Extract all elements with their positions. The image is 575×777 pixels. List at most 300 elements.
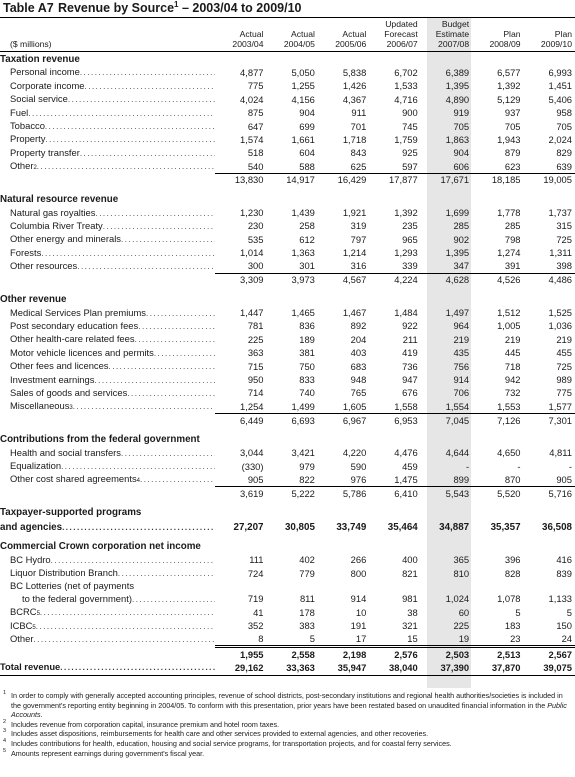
cell-value: 958 — [556, 107, 572, 119]
subtotal-value: 14,917 — [267, 174, 318, 188]
leader-dots — [138, 321, 215, 333]
cell-value: 1,465 — [291, 307, 315, 318]
cell-value: 219 — [504, 333, 521, 345]
column-header: 2007/08 — [421, 39, 472, 52]
cell-value: 902 — [453, 233, 470, 245]
row-label-text: Property transfer — [10, 146, 80, 158]
table-row — [0, 460, 575, 473]
table-row — [0, 133, 575, 146]
subtotal-value: 13,830 — [215, 174, 266, 188]
cell-value: 623 — [504, 160, 521, 172]
footnote-text: Includes contributions for health, education, housing and social service programs, for transportation projects, and for coastal ferry services. — [11, 738, 452, 748]
footnote — [3, 691, 571, 720]
cell-value: 225 — [247, 333, 264, 345]
cell-value: 4,890 — [445, 93, 470, 105]
taxpayer-total-value: 30,805 — [284, 521, 315, 533]
table-row — [0, 580, 575, 592]
cell-value: 363 — [247, 347, 264, 359]
cell-value: 4,811 — [549, 447, 572, 459]
cell-value: 219 — [453, 333, 470, 345]
cell-value: 914 — [453, 374, 470, 386]
row-label-text: Post secondary education fees — [10, 319, 139, 331]
cell-value: - — [466, 460, 470, 472]
cell-value: 715 — [247, 360, 264, 372]
subtotal-value: 17,671 — [421, 174, 472, 188]
taxpayer-total-label-text: and agencies — [0, 521, 63, 533]
row-label — [0, 347, 215, 360]
cell-value: 1,661 — [291, 133, 315, 145]
table-row — [0, 220, 575, 233]
footnote — [3, 720, 571, 730]
column-header: Estimate — [435, 29, 470, 39]
cell-value: 23 — [510, 633, 521, 645]
cell-value: 1,553 — [497, 400, 521, 412]
subtotal-value: 6,410 — [369, 487, 420, 501]
cell-value: 2,024 — [548, 133, 572, 145]
cell-value: 6,993 — [548, 66, 572, 78]
leader-dots — [45, 134, 215, 146]
column-header: Budget — [441, 19, 470, 29]
footnote-key: 2 — [3, 718, 7, 725]
table-row — [0, 567, 575, 580]
cell-value: 339 — [402, 260, 418, 272]
cell-value: 701 — [350, 120, 367, 132]
cell-value: 905 — [556, 473, 572, 485]
footnote-key: 5 — [3, 747, 7, 754]
cell-value: 4,024 — [240, 93, 264, 105]
table-row — [0, 347, 575, 360]
row-label-text: Liquor Distribution Branch — [10, 567, 118, 578]
footnote — [3, 729, 571, 739]
row-label-text: Other fees and licences — [10, 360, 109, 372]
cell-value: 904 — [453, 147, 470, 159]
cell-value: 676 — [402, 387, 418, 399]
cell-value: 17 — [355, 633, 367, 645]
row-label-text: Other resources — [10, 260, 78, 272]
leader-dots — [37, 161, 215, 173]
cell-value: 3,421 — [291, 447, 315, 459]
table-row — [0, 260, 575, 273]
cell-value: 899 — [453, 473, 470, 485]
row-label — [0, 107, 215, 120]
leader-dots — [85, 81, 216, 93]
table-row — [0, 554, 575, 567]
row-label: Miscellaneous 3 ..... — [0, 400, 215, 413]
taxpayer-total-value: 35,464 — [387, 521, 418, 533]
cell-value: 732 — [504, 387, 521, 399]
cell-value: 1,005 — [497, 320, 521, 332]
row-label — [0, 147, 215, 160]
column-header: Actual — [342, 29, 367, 39]
leader-dots — [73, 401, 215, 413]
subtotal-value: 6,449 — [215, 414, 266, 428]
cell-value: 979 — [299, 460, 315, 472]
cell-value: 718 — [504, 360, 521, 372]
taxpayer-total-value: 27,207 — [233, 521, 264, 533]
leader-dots — [103, 221, 215, 233]
cell-value: 365 — [453, 554, 470, 566]
table-title-range: – 2003/04 to 2009/10 — [178, 1, 302, 15]
cell-value: 606 — [453, 160, 470, 172]
row-label-text: Motor vehicle licences and permits — [10, 346, 154, 358]
column-header: Plan — [503, 29, 521, 39]
leader-dots — [121, 448, 215, 460]
cell-value: 5,406 — [548, 93, 572, 105]
total-revenue-label-text: Total revenue — [0, 661, 61, 673]
table-row — [0, 633, 575, 647]
subtotal-value: 4,567 — [318, 274, 369, 288]
total-revenue-row — [0, 661, 575, 675]
cell-value: 1,426 — [342, 80, 367, 92]
leader-dots — [68, 94, 215, 106]
subtotal-value: 6,967 — [318, 414, 369, 428]
subtotal-label — [0, 274, 215, 288]
cell-value: 315 — [556, 220, 572, 232]
header-unit: ($ millions) — [0, 39, 215, 52]
row-label-text: Sales of goods and services — [10, 386, 128, 398]
taxpayer-total-value: 33,749 — [336, 521, 367, 533]
cell-value: 1,778 — [497, 207, 521, 219]
subtotal-value: 6,693 — [267, 414, 318, 428]
taxpayer-total-row — [0, 520, 575, 534]
cell-value: 1,392 — [394, 207, 418, 219]
leader-dots — [94, 375, 215, 387]
cell-value: 705 — [556, 120, 572, 132]
subtotal-value: 2,558 — [267, 647, 318, 662]
cell-value: 756 — [453, 360, 470, 372]
header-unit — [0, 29, 215, 39]
subtotal-value: 19,005 — [524, 174, 575, 188]
cell-value: 403 — [350, 347, 367, 359]
row-label — [0, 633, 215, 647]
cell-value: 914 — [350, 593, 367, 605]
cell-value: 535 — [247, 233, 264, 245]
cell-value: 1,554 — [445, 400, 470, 412]
row-label-text: Other — [10, 633, 34, 645]
table-row — [0, 147, 575, 160]
column-header — [524, 19, 575, 29]
cell-value: 459 — [402, 460, 418, 472]
cell-value: 1,533 — [394, 80, 418, 92]
column-header: Forecast — [384, 29, 418, 39]
row-label — [0, 387, 215, 400]
cell-value: 797 — [350, 233, 367, 245]
cell-value: 316 — [350, 260, 367, 272]
cell-value: 745 — [402, 120, 418, 132]
row-label-text: ICBC — [10, 619, 33, 631]
cell-value: 588 — [299, 160, 315, 172]
section-heading-row — [0, 292, 575, 306]
cell-value: 1,497 — [445, 307, 470, 318]
cell-value: 765 — [350, 387, 367, 399]
cell-value: 4,367 — [342, 93, 367, 105]
total-revenue-value: 38,040 — [369, 661, 420, 675]
cell-value: 1,014 — [240, 247, 264, 259]
subtotal-row — [0, 487, 575, 501]
section-heading-row — [0, 539, 575, 553]
row-label-text: Health and social transfers — [10, 446, 121, 458]
row-label — [0, 93, 215, 106]
cell-value: 445 — [504, 347, 521, 359]
subtotal-label — [0, 647, 215, 662]
cell-value: 989 — [556, 374, 572, 386]
leader-dots — [118, 568, 215, 580]
cell-value: 843 — [350, 147, 367, 159]
table-row — [0, 107, 575, 120]
header-row — [0, 39, 575, 52]
footnotes — [3, 691, 571, 758]
row-label-text: Corporate income — [10, 79, 85, 91]
cell-value: 828 — [504, 567, 521, 579]
table-row — [0, 80, 575, 93]
column-header: Updated — [385, 19, 418, 29]
row-label — [0, 133, 215, 146]
section-heading: Contributions from the federal government — [0, 434, 200, 446]
cell-value: 1,499 — [291, 400, 315, 412]
taxpayer-total-value: 34,887 — [439, 521, 470, 533]
cell-value: 964 — [453, 320, 470, 332]
cell-value: - — [568, 460, 572, 472]
footnote-text: Includes asset dispositions, reimbursements for health care and other services provided to external agencies, and other recoveries. — [11, 729, 429, 739]
header-row — [0, 29, 575, 39]
section-heading-row — [0, 52, 575, 67]
table-row — [0, 593, 575, 606]
cell-value: 381 — [299, 347, 315, 359]
leader-dots — [61, 461, 215, 473]
cell-value: 683 — [350, 360, 367, 372]
table-row — [0, 333, 575, 346]
cell-value: 1,737 — [548, 207, 572, 219]
cell-value: 1,254 — [240, 400, 264, 412]
cell-value: 285 — [504, 220, 521, 232]
cell-value: 285 — [453, 220, 470, 232]
cell-value: 781 — [247, 320, 264, 332]
cell-value: 800 — [350, 567, 367, 579]
cell-value: 948 — [350, 374, 367, 386]
cell-value: 597 — [402, 160, 418, 172]
row-label — [0, 307, 215, 320]
cell-value: 402 — [299, 554, 315, 566]
total-revenue-value: 37,870 — [472, 661, 523, 675]
cell-value: 750 — [299, 360, 315, 372]
column-header — [215, 19, 266, 29]
table-row — [0, 120, 575, 133]
footnote — [3, 739, 571, 749]
row-label-text: Medical Services Plan premiums — [10, 306, 146, 318]
cell-value: 266 — [350, 554, 367, 566]
cell-value: 725 — [556, 360, 572, 372]
cell-value: 904 — [299, 107, 315, 119]
row-label-text: Personal income — [10, 66, 80, 78]
cell-value: 24 — [561, 633, 572, 645]
cell-value: 1,447 — [240, 307, 264, 318]
table-row — [0, 374, 575, 387]
leader-dots — [154, 348, 215, 360]
cell-value: 798 — [504, 233, 521, 245]
cell-value: 1,395 — [445, 80, 470, 92]
cell-value: 919 — [453, 107, 470, 119]
cell-value: 1,451 — [548, 80, 572, 92]
cell-value: 1,274 — [497, 247, 521, 259]
cell-value: 922 — [402, 320, 418, 332]
subtotal-value: 5,222 — [267, 487, 318, 501]
cell-value: 719 — [247, 593, 264, 605]
section-heading-row — [0, 432, 575, 446]
row-label: BCRC 5 ..... — [0, 606, 215, 619]
subtotal-value: 1,955 — [215, 647, 266, 662]
total-revenue-value: 29,162 — [215, 661, 266, 675]
subtotal-value: 2,567 — [524, 647, 575, 662]
taxpayer-total-label-row — [0, 505, 575, 519]
cell-value: 1,512 — [497, 307, 521, 318]
cell-value: 300 — [247, 260, 264, 272]
leader-dots — [33, 634, 215, 646]
cell-value: 1,133 — [548, 593, 572, 605]
table-row — [0, 207, 575, 220]
row-label — [0, 120, 215, 133]
cell-value: - — [517, 460, 521, 472]
cell-value: 319 — [350, 220, 367, 232]
cell-value: 725 — [556, 233, 572, 245]
cell-value: 1,558 — [394, 400, 418, 412]
subtotal-value: 17,877 — [369, 174, 420, 188]
leader-dots — [135, 334, 216, 346]
cell-value: 225 — [453, 620, 470, 632]
cell-value: 219 — [556, 333, 572, 345]
subtotal-value: 4,486 — [524, 274, 575, 288]
table-row — [0, 247, 575, 260]
row-label — [0, 247, 215, 260]
cell-value: 4,644 — [445, 447, 470, 459]
leader-dots — [28, 108, 215, 120]
subtotal-value: 2,576 — [369, 647, 420, 662]
cell-value: 950 — [247, 374, 264, 386]
row-label — [0, 80, 215, 93]
cell-value: 4,877 — [240, 66, 264, 78]
cell-value: 705 — [453, 120, 470, 132]
cell-value: 400 — [402, 554, 418, 566]
subtotal-value: 7,301 — [524, 414, 575, 428]
row-label: BC Lotteries (net of payments — [10, 580, 135, 592]
leader-dots — [45, 121, 215, 133]
cell-value: 8 — [258, 633, 264, 645]
leader-dots — [41, 248, 215, 260]
leader-dots — [146, 308, 215, 320]
top-rule — [0, 17, 575, 18]
leader-dots — [80, 67, 215, 79]
row-label — [0, 567, 215, 580]
row-label-text: Social service — [10, 93, 68, 105]
cell-value: 111 — [249, 554, 264, 566]
subtotal-row — [0, 647, 575, 662]
row-label — [0, 554, 215, 567]
cell-value: 1,525 — [548, 307, 572, 318]
row-label-text: BCRC — [10, 606, 37, 618]
footnote-key: 3 — [3, 728, 7, 735]
cell-value: 1,863 — [445, 133, 470, 145]
cell-value: 383 — [299, 620, 315, 632]
cell-value: 1,475 — [394, 473, 418, 485]
table-number: Table A7 — [3, 1, 54, 15]
cell-value: 150 — [556, 620, 572, 632]
cell-value: 775 — [556, 387, 572, 399]
footnote-text: Includes revenue from corporation capital, insurance premium and hotel room taxes. — [11, 719, 280, 729]
cell-value: 258 — [299, 220, 315, 232]
cell-value: 590 — [350, 460, 367, 472]
taxpayer-total-label: Taxpayer-supported programs — [0, 507, 142, 519]
cell-value: 937 — [504, 107, 521, 119]
cell-value: 5 — [566, 606, 572, 618]
row-label-text: Other health-care related fees — [10, 333, 135, 345]
row-label — [0, 447, 215, 460]
total-revenue-value: 37,390 — [421, 661, 472, 675]
leader-dots — [36, 621, 215, 633]
subtotal-value: 2,513 — [472, 647, 523, 662]
footnote-text: Amounts represent earnings during government's fiscal year. — [11, 748, 205, 758]
leader-dots — [132, 594, 215, 606]
subtotal-value: 3,619 — [215, 487, 266, 501]
row-label-text: Columbia River Treaty — [10, 219, 103, 231]
footnote-key: 4 — [3, 737, 7, 744]
row-label-text: Other cost shared agreements — [10, 473, 137, 485]
cell-value: 870 — [504, 473, 521, 485]
cell-value: 301 — [299, 260, 315, 272]
row-label-text: Other energy and minerals — [10, 233, 121, 245]
cell-value: 810 — [453, 567, 470, 579]
cell-value: 10 — [355, 606, 367, 618]
total-revenue-value: 39,075 — [524, 661, 575, 675]
cell-value: 639 — [556, 160, 572, 172]
cell-value: 4,716 — [394, 93, 418, 105]
cell-value: 1,484 — [394, 307, 418, 318]
cell-value: 1,943 — [497, 133, 521, 145]
table-title — [3, 1, 301, 15]
cell-value: 1,577 — [548, 400, 572, 412]
leader-dots — [140, 474, 215, 486]
cell-value: 230 — [247, 220, 264, 232]
cell-value: 625 — [350, 160, 367, 172]
cell-value: 5 — [515, 606, 521, 618]
row-label-text: Natural gas royalties — [10, 206, 96, 218]
cell-value: 740 — [299, 387, 315, 399]
subtotal-label — [0, 487, 215, 501]
cell-value: 892 — [350, 320, 367, 332]
leader-dots — [51, 555, 215, 567]
leader-dots — [60, 662, 215, 674]
column-header: 2009/10 — [524, 39, 575, 52]
section-heading: Commercial Crown corporation net income — [0, 541, 201, 553]
total-revenue-value: 35,947 — [318, 661, 369, 675]
subtotal-value: 16,429 — [318, 174, 369, 188]
table-title-text: Revenue by Source — [58, 1, 175, 15]
cell-value: 41 — [253, 606, 264, 618]
cell-value: 3,044 — [240, 447, 264, 459]
cell-value: 455 — [556, 347, 572, 359]
cell-value: 1,230 — [240, 207, 264, 219]
cell-value: 416 — [556, 554, 572, 566]
cell-value: 724 — [247, 567, 264, 579]
footnote-text: In order to comply with generally accepted accounting principles, revenue of school districts, post-secondary institutions and regional health authorities/societies is included in the government's reporting entity beginning in 2004/05. To conform with this presentation, prior years have been restated based on unaudited financial information in the — [11, 691, 563, 710]
row-label — [0, 207, 215, 220]
cell-value: 1,605 — [342, 400, 367, 412]
table-row — [0, 233, 575, 246]
cell-value: 191 — [350, 620, 367, 632]
cell-value: 714 — [247, 387, 264, 399]
cell-value: 1,759 — [394, 133, 418, 145]
cell-value: 811 — [299, 593, 315, 605]
section-heading-row — [0, 192, 575, 206]
row-label-text: Forests — [10, 246, 42, 258]
